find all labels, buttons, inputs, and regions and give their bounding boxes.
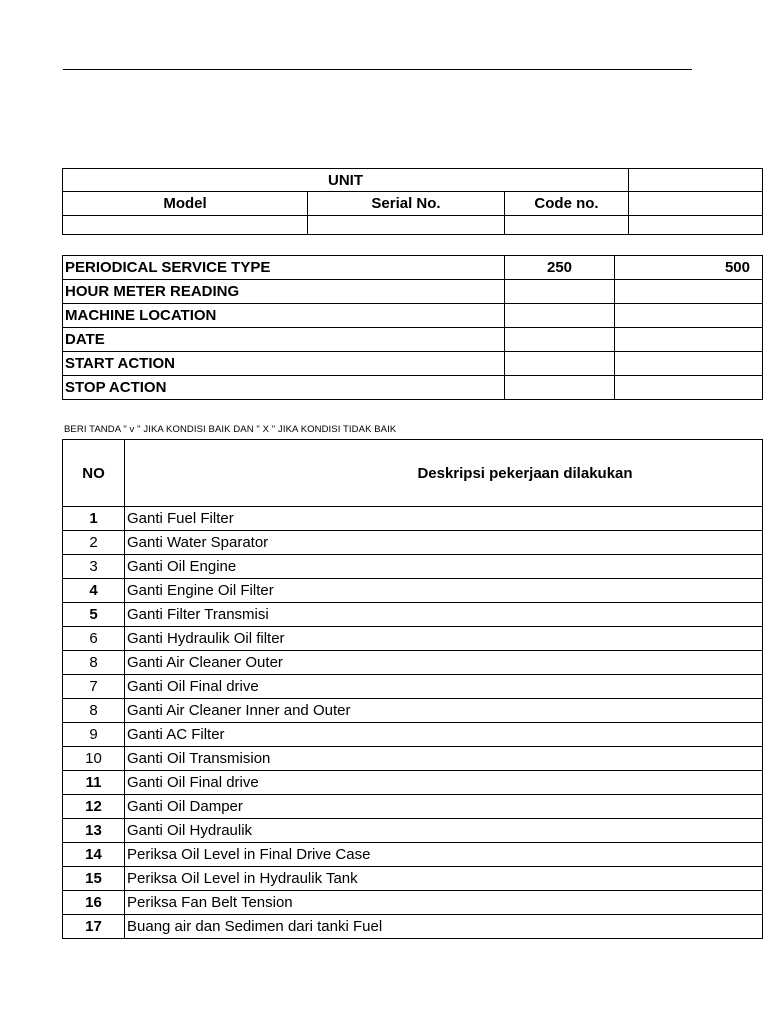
instruction-note: BERI TANDA " v " JIKA KONDISI BAIK DAN " X " JIKA KONDISI TIDAK BAIK (64, 424, 397, 435)
task-number-cell: 6 (63, 627, 125, 651)
service-row-label: HOUR METER READING (63, 280, 505, 304)
task-number-cell: 16 (63, 891, 125, 915)
task-description-cell: Ganti Hydraulik Oil filter (125, 627, 763, 651)
task-description-cell: Ganti AC Filter (125, 723, 763, 747)
service-value-cell[interactable] (615, 328, 763, 352)
service-row-label: START ACTION (63, 352, 505, 376)
task-number-cell: 3 (63, 555, 125, 579)
model-value-cell[interactable] (63, 216, 308, 235)
model-header-cell: Model (63, 192, 308, 216)
service-row (63, 376, 763, 400)
task-row (63, 795, 763, 819)
task-row (63, 555, 763, 579)
task-row (63, 651, 763, 675)
service-row (63, 304, 763, 328)
task-description-cell: Ganti Oil Hydraulik (125, 819, 763, 843)
task-number-cell: 10 (63, 747, 125, 771)
service-table-container (62, 255, 750, 403)
service-table (62, 255, 763, 400)
no-header-cell: NO (63, 440, 125, 507)
task-number-cell: 8 (63, 651, 125, 675)
task-description-cell: Buang air dan Sedimen dari tanki Fuel (125, 915, 763, 939)
task-description-cell: Periksa Oil Level in Hydraulik Tank (125, 867, 763, 891)
task-number-cell: 14 (63, 843, 125, 867)
task-header-row (63, 440, 763, 507)
service-row (63, 328, 763, 352)
service-row (63, 256, 763, 280)
task-table-container (62, 439, 693, 949)
task-row (63, 627, 763, 651)
service-value-cell[interactable] (505, 376, 615, 400)
unit-table (62, 168, 763, 235)
task-number-cell: 9 (63, 723, 125, 747)
task-row (63, 507, 763, 531)
service-row-label: STOP ACTION (63, 376, 505, 400)
service-value-cell[interactable] (615, 304, 763, 328)
service-row (63, 280, 763, 304)
serial-header-cell: Serial No. (308, 192, 505, 216)
service-row-label: PERIODICAL SERVICE TYPE (63, 256, 505, 280)
code-value-cell[interactable] (505, 216, 629, 235)
service-value-cell[interactable] (615, 352, 763, 376)
unit-table-container (62, 168, 693, 238)
task-row (63, 675, 763, 699)
task-description-cell: Ganti Engine Oil Filter (125, 579, 763, 603)
task-description-cell: Periksa Fan Belt Tension (125, 891, 763, 915)
unit-extra-cell[interactable] (629, 192, 763, 216)
task-number-cell: 11 (63, 771, 125, 795)
task-row (63, 531, 763, 555)
description-header-cell: Deskripsi pekerjaan dilakukan (125, 440, 763, 507)
task-row (63, 747, 763, 771)
task-description-cell: Ganti Air Cleaner Inner and Outer (125, 699, 763, 723)
task-description-cell: Ganti Oil Final drive (125, 771, 763, 795)
serial-value-cell[interactable] (308, 216, 505, 235)
task-row (63, 819, 763, 843)
task-row (63, 603, 763, 627)
task-description-cell: Ganti Fuel Filter (125, 507, 763, 531)
service-row (63, 352, 763, 376)
task-number-cell: 13 (63, 819, 125, 843)
task-row (63, 723, 763, 747)
task-description-cell: Ganti Oil Transmision (125, 747, 763, 771)
service-value-cell[interactable] (505, 280, 615, 304)
task-row (63, 843, 763, 867)
task-number-cell: 12 (63, 795, 125, 819)
task-number-cell: 8 (63, 699, 125, 723)
unit-extra-cell[interactable] (629, 169, 763, 192)
task-number-cell: 5 (63, 603, 125, 627)
task-number-cell: 15 (63, 867, 125, 891)
task-number-cell: 1 (63, 507, 125, 531)
task-description-cell: Ganti Oil Damper (125, 795, 763, 819)
task-number-cell: 7 (63, 675, 125, 699)
task-description-cell: Periksa Oil Level in Final Drive Case (125, 843, 763, 867)
service-value-cell: 500 (615, 256, 763, 280)
task-row (63, 891, 763, 915)
task-row (63, 771, 763, 795)
code-header-cell: Code no. (505, 192, 629, 216)
task-row (63, 579, 763, 603)
service-value-cell: 250 (505, 256, 615, 280)
service-row-label: MACHINE LOCATION (63, 304, 505, 328)
task-description-cell: Ganti Oil Engine (125, 555, 763, 579)
unit-header-cell: UNIT (63, 169, 629, 192)
task-description-cell: Ganti Oil Final drive (125, 675, 763, 699)
task-number-cell: 17 (63, 915, 125, 939)
service-value-cell[interactable] (615, 376, 763, 400)
task-row (63, 915, 763, 939)
service-value-cell[interactable] (615, 280, 763, 304)
top-rule (63, 69, 692, 70)
task-description-cell: Ganti Filter Transmisi (125, 603, 763, 627)
task-description-cell: Ganti Water Sparator (125, 531, 763, 555)
task-number-cell: 4 (63, 579, 125, 603)
task-description-cell: Ganti Air Cleaner Outer (125, 651, 763, 675)
task-number-cell: 2 (63, 531, 125, 555)
task-table (62, 439, 763, 939)
unit-extra-cell[interactable] (629, 216, 763, 235)
service-value-cell[interactable] (505, 328, 615, 352)
task-row (63, 699, 763, 723)
service-value-cell[interactable] (505, 352, 615, 376)
service-row-label: DATE (63, 328, 505, 352)
service-value-cell[interactable] (505, 304, 615, 328)
task-row (63, 867, 763, 891)
